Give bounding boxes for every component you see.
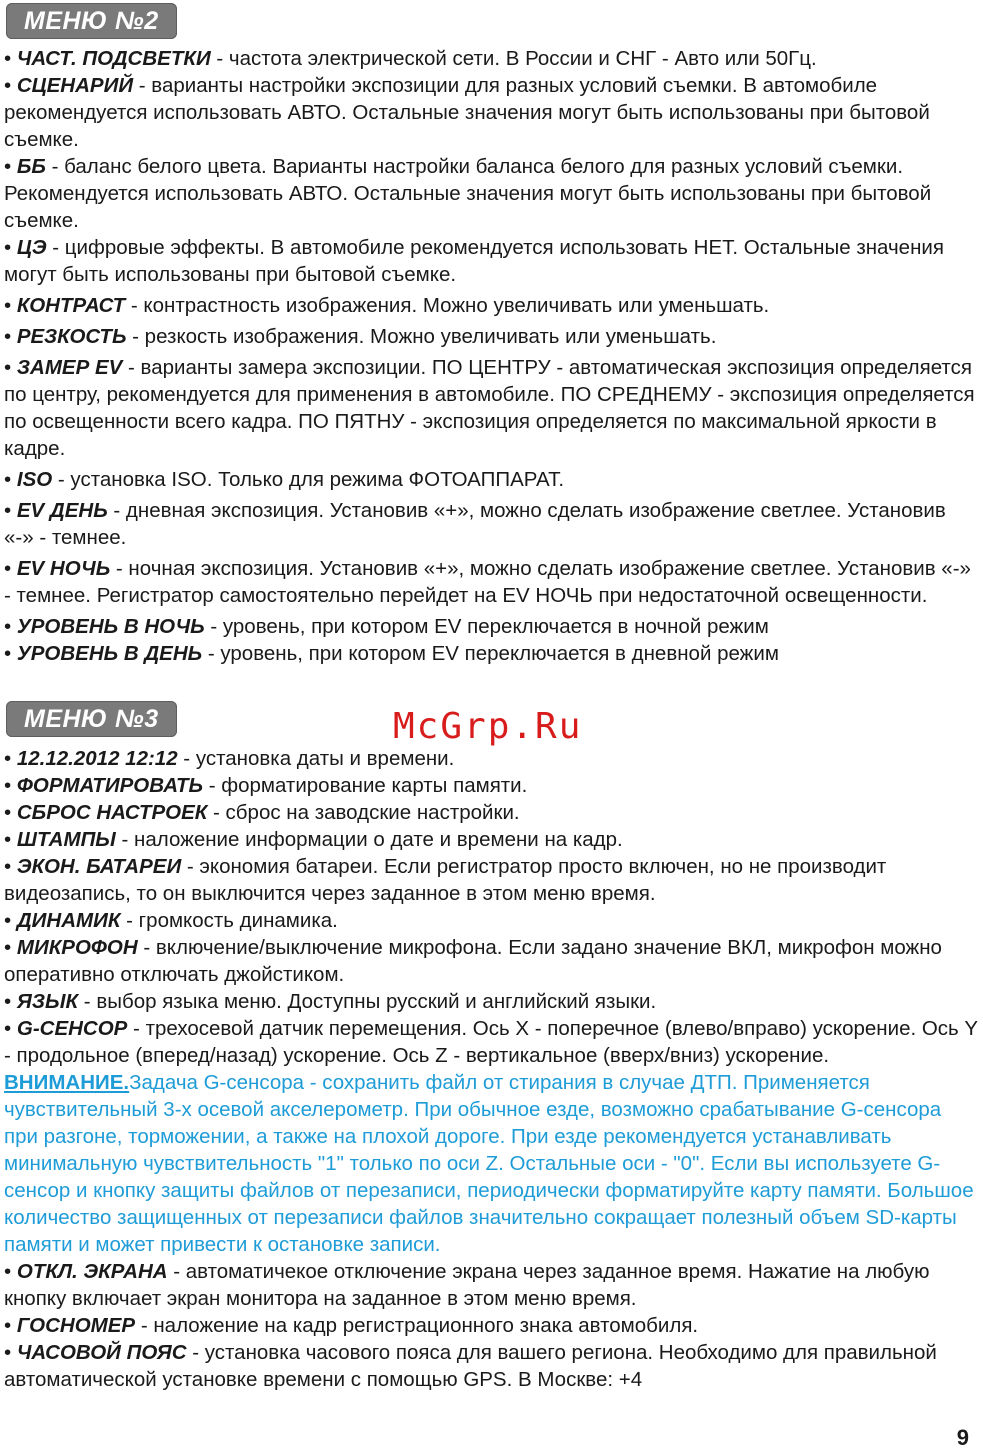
menu-entry	[4, 555, 980, 609]
entry-term: ДИНАМИК	[16, 909, 121, 932]
bullet: •	[4, 1341, 17, 1364]
entry-term: ББ	[16, 155, 46, 178]
menu-entry	[4, 826, 980, 853]
entry-description: - цифровые эффекты. В автомобиле рекомендуется использовать НЕТ. Остальные значения могут быть использованы при бытовой съемке.	[4, 236, 944, 286]
menu-entry	[4, 907, 980, 934]
entry-description: - ночная экспозиция. Установив «+», можно сделать изображение светлее. Установив «-» - темнее. Регистратор самостоятельно перейдет на EV НОЧЬ при недостаточной освещенности.	[4, 557, 971, 607]
entry-term: ЧАСТ. ПОДСВЕТКИ	[16, 47, 211, 70]
entry-description: - частота электрической сети. В России и СНГ - Авто или 50Гц.	[210, 47, 817, 70]
entry-description: - установка даты и времени.	[177, 747, 455, 770]
entry-description: - установка ISO. Только для режима ФОТОАППАРАТ.	[52, 468, 565, 491]
entry-description: - автоматичекое отключение экрана через заданное время. Нажатие на любую кнопку включает экран монитора на заданное в этом меню время.	[4, 1260, 930, 1310]
page-number: 9	[956, 1425, 969, 1450]
menu-entry	[4, 292, 980, 319]
entry-description: - варианты настройки экспозиции для разных условий съемки. В автомобиле рекомендуется использовать АВТО. Остальные значения могут быть использованы при бытовой съемке.	[4, 74, 930, 151]
entry-term: ОТКЛ. ЭКРАНА	[16, 1260, 168, 1283]
menu2-list	[4, 45, 980, 667]
entry-term: 12.12.2012 12:12	[16, 747, 178, 770]
bullet: •	[4, 990, 17, 1013]
entry-term: ЗАМЕР EV	[16, 356, 123, 379]
bullet: •	[4, 47, 17, 70]
entry-description: - варианты замера экспозиции. ПО ЦЕНТРУ - автоматическая экспозиция определяется по центру, рекомендуется для применения в автомобиле. ПО СРЕДНЕМУ - экспозиция определяется по освещенности всего кадра. ПО ПЯТНУ - экспозиция определяется по максимальной яркости в кадре.	[4, 356, 975, 460]
entry-description: - громкость динамика.	[120, 909, 338, 932]
bullet: •	[4, 615, 17, 638]
bullet: •	[4, 236, 17, 259]
entry-term: РЕЗКОСТЬ	[16, 325, 127, 348]
menu-entry	[4, 466, 980, 493]
bullet: •	[4, 74, 17, 97]
entry-description: - выбор языка меню. Доступны русский и английский языки.	[78, 990, 657, 1013]
bullet: •	[4, 499, 17, 522]
bullet: •	[4, 801, 17, 824]
bullet: •	[4, 774, 17, 797]
entry-description: - баланс белого цвета. Варианты настройки баланса белого для разных условий съемки. Рекомендуется использовать АВТО. Остальные значения могут быть использованы при бытовой съемке.	[4, 155, 932, 232]
entry-term: ШТАМПЫ	[16, 828, 116, 851]
menu-entry	[4, 1015, 980, 1069]
watermark: McGrp.Ru	[393, 706, 583, 747]
menu-entry	[4, 1312, 980, 1339]
entry-term: EV ДЕНЬ	[16, 499, 108, 522]
entry-term: УРОВЕНЬ В ДЕНЬ	[16, 642, 203, 665]
menu3-list	[4, 745, 980, 1393]
bullet: •	[4, 356, 17, 379]
menu-entry	[4, 799, 980, 826]
entry-term: МИКРОФОН	[16, 936, 138, 959]
menu-entry	[4, 497, 980, 551]
warning-text: Задача G-сенсора - сохранить файл от стирания в случае ДТП. Применяется чувствительный 3-х осевой акселерометр. При обычное езде, возможно срабатывание G-сенсора при разгоне, торможении, а также на плохой дороге. При езде рекомендуется устанавливать минимальную чувствительность "1" только по оси Z. Остальные оси - "0". Если вы используете G-сенсор и кнопку защиты файлов от перезаписи, периодически форматируйте карту памяти. Большое количество защищенных от перезаписи файлов значительно сокращает полезный объем SD-карты памяти и может привести к остановке записи.	[4, 1071, 974, 1256]
menu-entry	[4, 354, 980, 462]
entry-term: ЯЗЫК	[16, 990, 79, 1013]
bullet: •	[4, 294, 17, 317]
entry-description: - контрастность изображения. Можно увеличивать или уменьшать.	[125, 294, 770, 317]
entry-description: - уровень, при котором EV переключается в дневной режим	[202, 642, 779, 665]
menu-entry	[4, 934, 980, 988]
entry-description: - наложение информации о дате и времени на кадр.	[115, 828, 623, 851]
bullet: •	[4, 909, 17, 932]
bullet: •	[4, 1314, 17, 1337]
entry-term: СБРОС НАСТРОЕК	[16, 801, 208, 824]
entry-term: УРОВЕНЬ В НОЧЬ	[16, 615, 205, 638]
menu-entry	[4, 745, 980, 772]
entry-term: СЦЕНАРИЙ	[16, 74, 134, 97]
menu-entry	[4, 153, 980, 234]
entry-description: - уровень, при котором EV переключается в ночной режим	[204, 615, 769, 638]
menu2-heading: МЕНЮ №2	[6, 3, 177, 39]
menu-entry	[4, 1339, 980, 1393]
menu-entry	[4, 613, 980, 640]
entry-description: - включение/выключение микрофона. Если задано значение ВКЛ, микрофон можно оперативно отключать джойстиком.	[4, 936, 942, 986]
bullet: •	[4, 468, 17, 491]
entry-description: - установка часового пояса для вашего региона. Необходимо для правильной автоматической установке времени с помощью GPS. В Москве: +4	[4, 1341, 937, 1391]
entry-term: EV НОЧЬ	[16, 557, 111, 580]
menu-entry	[4, 772, 980, 799]
entry-term: КОНТРАСТ	[16, 294, 126, 317]
entry-description: - наложение на кадр регистрационного знака автомобиля.	[135, 1314, 699, 1337]
menu-entry	[4, 45, 980, 72]
entry-term: ЧАСОВОЙ ПОЯС	[16, 1341, 187, 1364]
bullet: •	[4, 747, 17, 770]
menu-entry	[4, 988, 980, 1015]
entry-description: - экономия батареи. Если регистратор просто включен, но не производит видеозапись, то он выключится через заданное в этом меню время.	[4, 855, 887, 905]
bullet: •	[4, 325, 17, 348]
menu-entry	[4, 323, 980, 350]
bullet: •	[4, 155, 17, 178]
entry-term: ГОСНОМЕР	[16, 1314, 136, 1337]
menu3-heading: МЕНЮ №3	[6, 701, 177, 737]
entry-term: G-СЕНСОР	[16, 1017, 128, 1040]
entry-description: - форматирование карты памяти.	[203, 774, 528, 797]
bullet: •	[4, 936, 17, 959]
bullet: •	[4, 1017, 17, 1040]
menu-entry	[4, 640, 980, 667]
bullet: •	[4, 557, 17, 580]
bullet: •	[4, 1260, 17, 1283]
entry-term: ISO	[16, 468, 53, 491]
bullet: •	[4, 828, 17, 851]
menu-entry	[4, 1258, 980, 1312]
entry-description: - резкость изображения. Можно увеличивать или уменьшать.	[126, 325, 717, 348]
warning-note	[4, 1069, 980, 1258]
bullet: •	[4, 642, 17, 665]
menu-entry	[4, 234, 980, 288]
entry-term: ЦЭ	[16, 236, 47, 259]
bullet: •	[4, 855, 17, 878]
entry-term: ФОРМАТИРОВАТЬ	[16, 774, 203, 797]
entry-description: - трехосевой датчик перемещения. Ось X - поперечное (влево/вправо) ускорение. Ось Y - продольное (вперед/назад) ускорение. Ось Z - вертикальное (вверх/вниз) ускорение.	[4, 1017, 978, 1067]
menu-entry	[4, 72, 980, 153]
entry-description: - сброс на заводские настройки.	[207, 801, 520, 824]
warning-label: ВНИМАНИЕ.	[4, 1071, 130, 1094]
menu-entry	[4, 853, 980, 907]
entry-term: ЭКОН. БАТАРЕИ	[16, 855, 182, 878]
entry-description: - дневная экспозиция. Установив «+», можно сделать изображение светлее. Установив «-» - темнее.	[4, 499, 946, 549]
